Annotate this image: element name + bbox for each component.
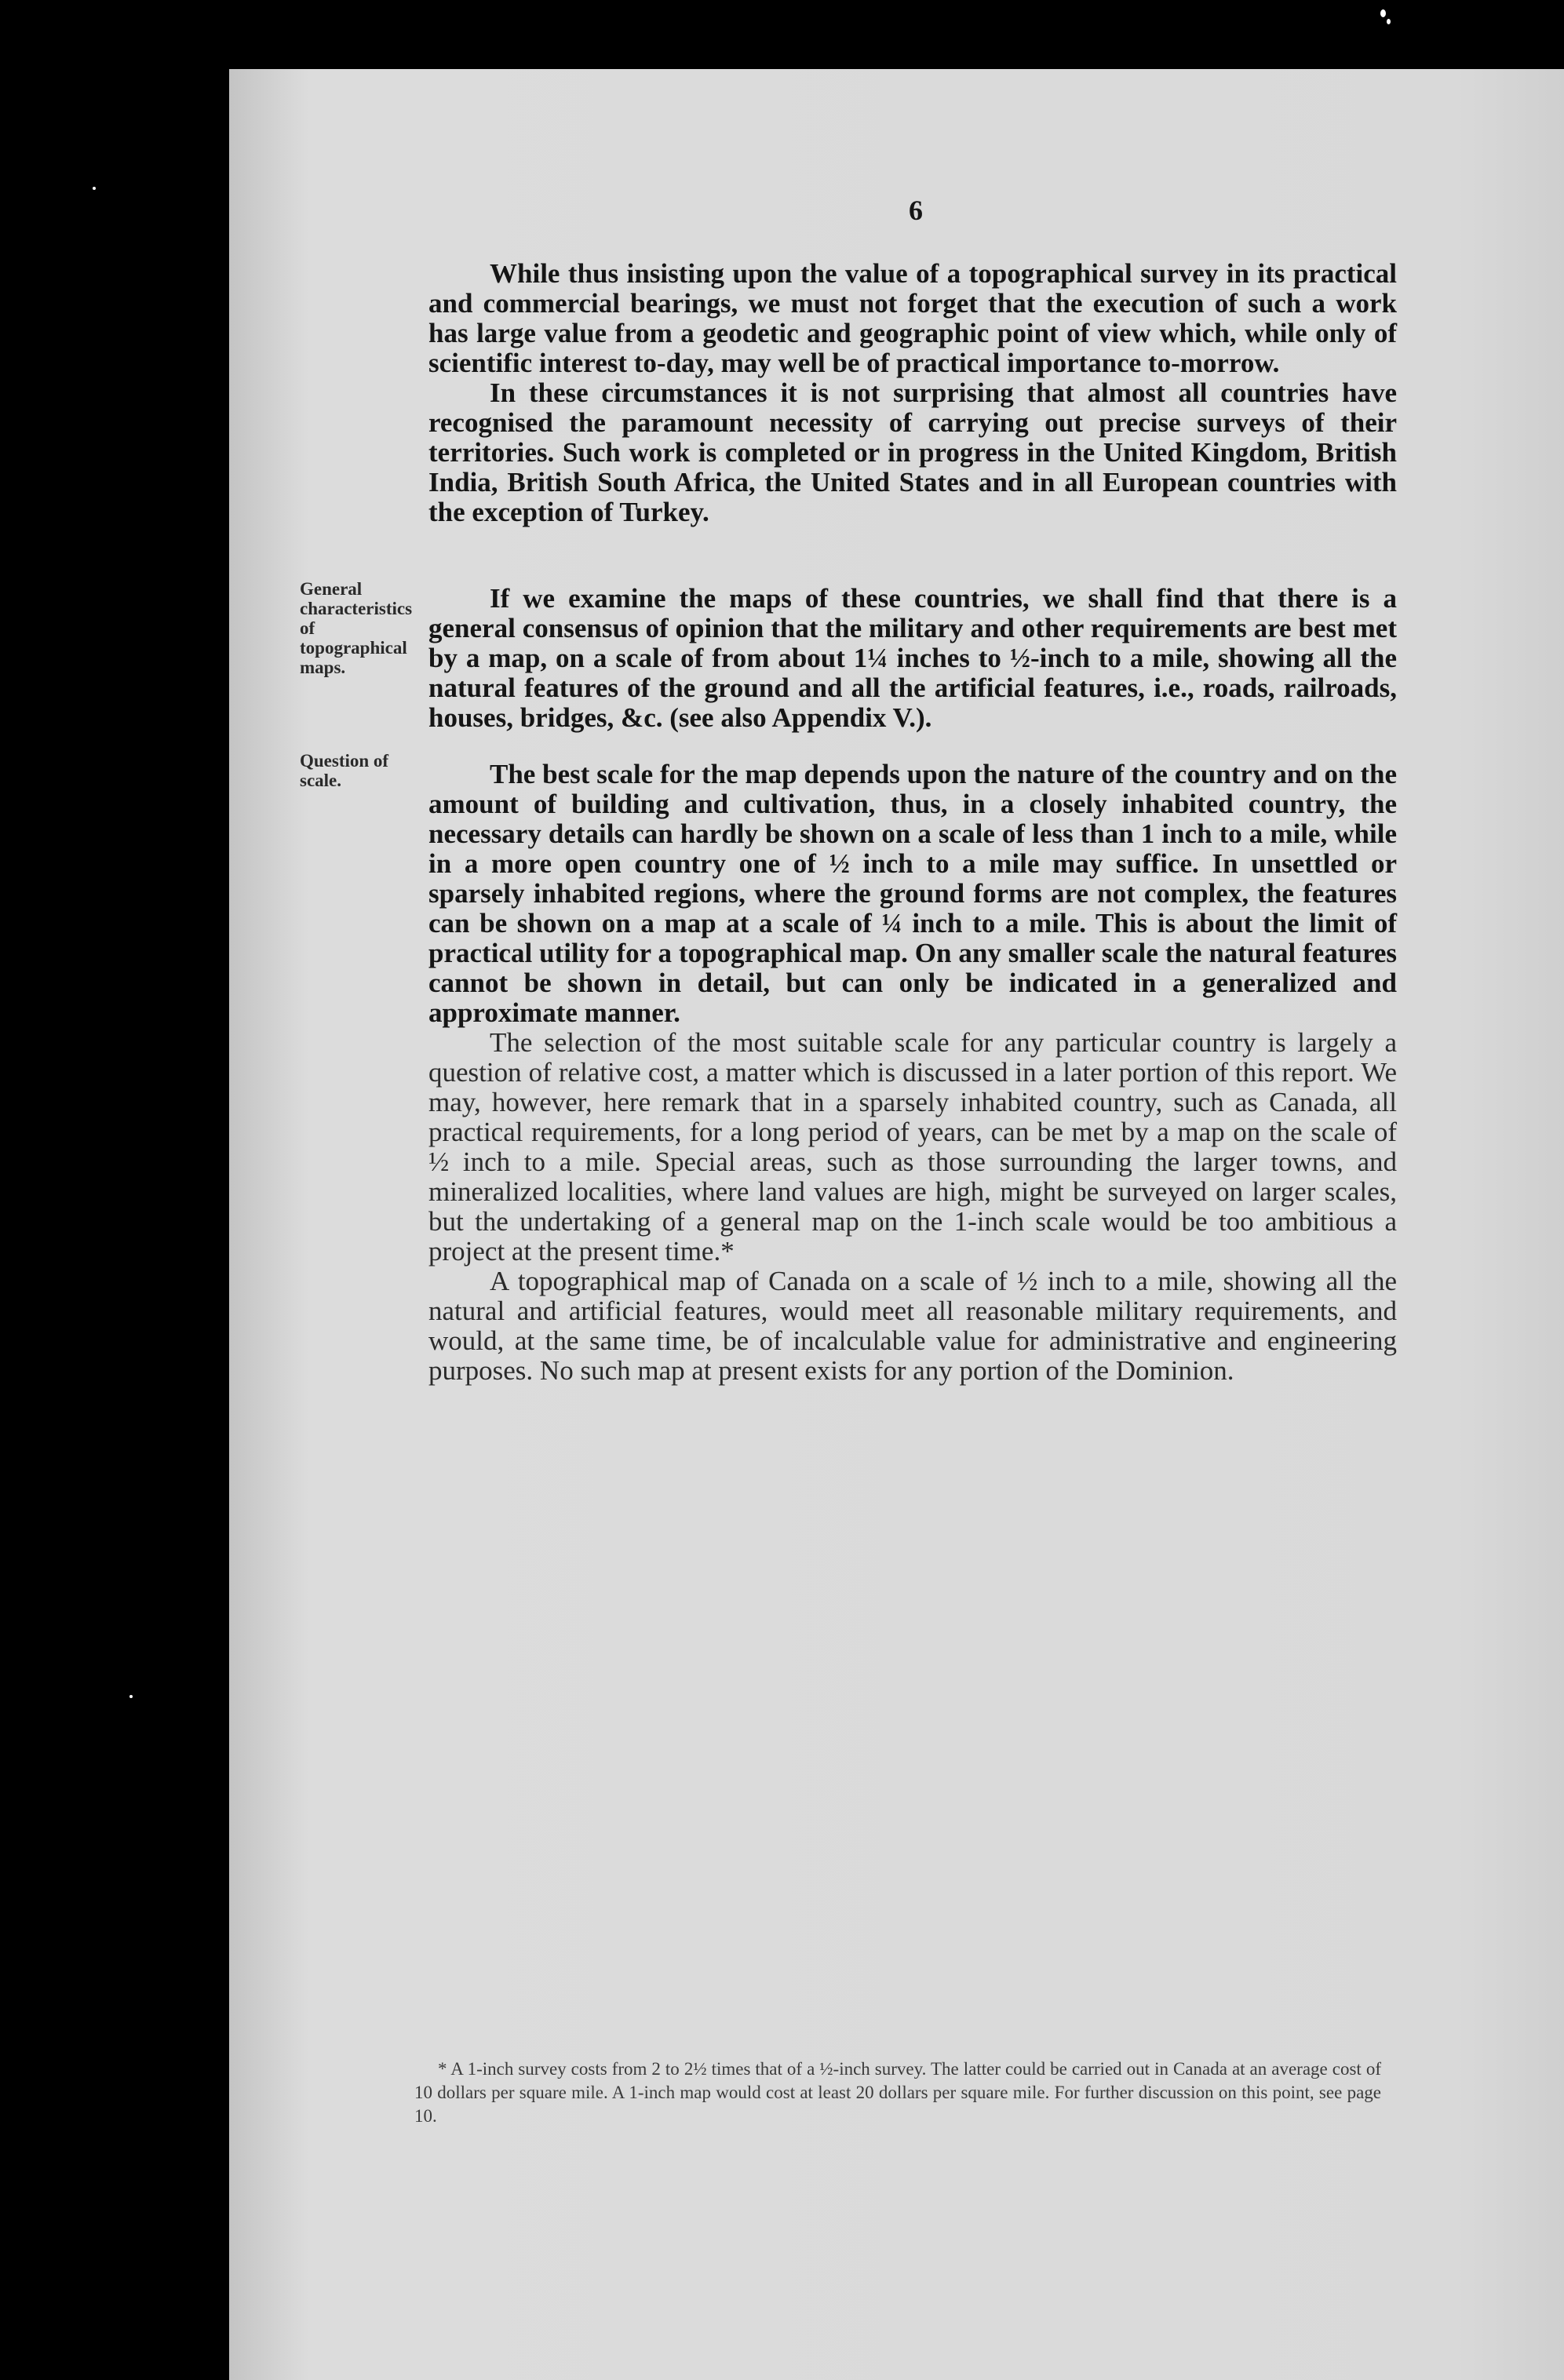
body-text-block-2 (428, 584, 1397, 733)
scan-speck (1380, 9, 1386, 17)
paragraph: While thus insisting upon the value of a topographical survey in its practical and commercial bearings, we must not forget that the execution of such a work has large value from a geodetic and geographic point of view which, while only of scientific interest to-day, may well be of practical importance to-morrow. (428, 258, 1397, 378)
page-number: 6 (909, 195, 923, 226)
margin-note-general-characteristics: General characteristics of topographical maps. (300, 579, 413, 677)
paragraph: If we examine the maps of these countries, we shall find that there is a general consensus of opinion that the military and other requirements are best met by a map, on a scale of from about 1¼ inches to ½-inch to a mile, showing all the natural features of the ground and all the artificial features, i.e., roads, railroads, houses, bridges, &c. (see also Appendix V.). (428, 583, 1397, 733)
paragraph: The best scale for the map depends upon the nature of the country and on the amount of building and cultivation, thus, in a closely inhabited country, the necessary details can hardly be shown on a scale of less than 1 inch to a mile, while in a more open country one of ½ inch to a mile may suffice. In unsettled or sparsely inhabited regions, where the ground forms are not complex, the features can be shown on a map at a scale of ¼ inch to a mile. This is about the limit of practical utility for a topographical map. On any smaller scale the natural features cannot be shown in detail, but can only be indicated in a generalized and approximate manner. (428, 759, 1397, 1028)
scan-speck (1387, 19, 1391, 24)
footnote: * A 1-inch survey costs from 2 to 2½ times that of a ½-inch survey. The latter could be carried out in Canada at an average cost of 10 dollars per square mile. A 1-inch map would cost at least 20 dollars per square mile. For further discussion on this point, see page 10. (414, 2059, 1381, 2126)
body-text-block-1 (428, 259, 1397, 527)
paragraph: The selection of the most suitable scale for any particular country is largely a question of relative cost, a matter which is discussed in a later portion of this report. We may, however, here remark that in a sparsely inhabited country, such as Canada, all practical requirements, for a long period of years, can be met by a map on the scale of ½ inch to a mile. Special areas, such as those surrounding the larger towns, and mineralized localities, where land values are high, might be surveyed on larger scales, but the undertaking of a general map on the 1-inch scale would be too ambitious a project at the present time.* (428, 1027, 1397, 1267)
paragraph: In these circumstances it is not surprising that almost all countries have recognised the paramount necessity of carrying out precise surveys of their territories. Such work is completed or in progress in the United Kingdom, British India, British South Africa, the United States and in all European countries with the exception of Turkey. (428, 377, 1397, 527)
scan-speck (129, 1695, 133, 1698)
body-text-block-3 (428, 760, 1397, 1386)
scan-speck (93, 187, 96, 190)
paragraph: A topographical map of Canada on a scale of ½ inch to a mile, showing all the natural and artificial features, would meet all reasonable military requirements, and would, at the same time, be of incalculable value for administrative and engineering purposes. No such map at present exists for any portion of the Dominion. (428, 1266, 1397, 1386)
margin-note-question-of-scale: Question of scale. (300, 751, 389, 790)
